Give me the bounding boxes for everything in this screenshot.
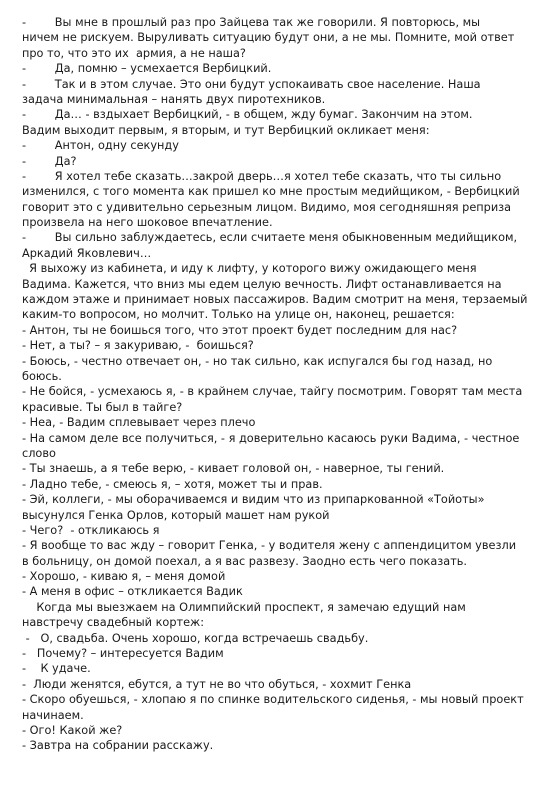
text-line: - Не бойся, - усмехаюсь я, - в крайнем случае, тайгу посмотрим. Говорят там места <box>22 385 523 399</box>
text-line: - На самом деле все получиться, - я доверительно касаюсь руки Вадима, - честное <box>22 431 520 445</box>
text-line: - Вы мне в прошлый раз про Зайцева так же говорили. Я повторюсь, мы <box>22 16 481 29</box>
text-line: Я выхожу из кабинета, и иду к лифту, у которого вижу ожидающего меня <box>22 262 477 276</box>
text-line: - Хорошо, - киваю я, – меня домой <box>22 570 226 584</box>
text-line: - Чего? - откликаюсь я <box>22 523 160 537</box>
text-line: - Да… - вздыхает Вербицкий, - в общем, жду бумаг. Закончим на этом. <box>22 108 473 122</box>
text-line: про то, что это их армия, а не наша? <box>22 46 246 60</box>
text-line: начинаем. <box>22 708 84 722</box>
text-line: Аркадий Яковлевич… <box>22 246 152 260</box>
text-line: - Завтра на собрании расскажу. <box>22 739 214 753</box>
text-line: каждом этаже и принимает новых пассажиров. Вадим смотрит на меня, терзаемый <box>22 293 528 307</box>
text-line: Вадим выходит первым, я вторым, и тут Вербицкий окликает меня: <box>22 123 430 137</box>
text-line: - О, свадьба. Очень хорошо, когда встречаешь свадьбу. <box>22 631 369 645</box>
text-line: - А меня в офис – откликается Вадик <box>22 585 243 599</box>
text-line: - Антон, одну секунду <box>22 139 179 153</box>
text-line: ничем не рискуем. Выруливать ситуацию будут они, а не мы. Помните, мой ответ <box>22 31 515 45</box>
text-line: изменился, с того момента как пришел ко мне простым медийщиком, - Вербицкий <box>22 185 520 199</box>
text-line: - Вы сильно заблуждаетесь, если считаете меня обыкновенным медийщиком, <box>22 231 518 245</box>
text-line: - Эй, коллеги, - мы оборачиваемся и видим что из припаркованной «Тойоты» <box>22 493 485 507</box>
text-line: - Антон, ты не боишься того, что этот проект будет последним для нас? <box>22 323 458 337</box>
text-line: задача минимальная – нанять двух пиротехников. <box>22 92 326 106</box>
text-line: - Нет, а ты? – я закуриваю, - боишься? <box>22 339 254 353</box>
text-line: Когда мы выезжаем на Олимпийский проспект, я замечаю едущий нам <box>22 600 466 614</box>
text-line: каким-то вопросом, но молчит. Только на улице он, наконец, решается: <box>22 308 455 322</box>
text-line: красивые. Ты был в тайге? <box>22 400 183 414</box>
text-line: в больницу, он домой поехал, а я вас развезу. Заодно есть чего показать. <box>22 554 468 568</box>
text-line: - Скоро обуешься, - хлопаю я по спинке водительского сиденья, - мы новый проект <box>22 693 524 707</box>
text-line: - Боюсь, - честно отвечает он, - но так сильно, как испугался бы год назад, но <box>22 354 493 368</box>
text-line: - Я хотел тебе сказать…закрой дверь…я хотел тебе сказать, что ты сильно <box>22 169 502 183</box>
text-line: навстречу свадебный кортеж: <box>22 616 205 630</box>
text-line: - Да, помню – усмехается Вербицкий. <box>22 62 272 76</box>
text-line: - Люди женятся, ебутся, а тут не во что обуться, - хохмит Генка <box>22 677 412 691</box>
document-text <box>22 15 527 754</box>
text-line: высунулся Генка Орлов, который машет нам рукой <box>22 508 330 522</box>
text-line: - Так и в этом случае. Это они будут успокаивать свое население. Наша <box>22 77 481 91</box>
text-line: слово <box>22 446 56 460</box>
text-line: - Ого! Какой же? <box>22 723 123 737</box>
text-line: произвела на него шоковое впечатление. <box>22 216 273 230</box>
text-line: боюсь. <box>22 369 62 383</box>
text-line: - Почему? – интересуется Вадим <box>22 647 224 661</box>
text-line: - Неа, - Вадим сплевывает через плечо <box>22 416 256 430</box>
text-line: - Я вообще то вас жду – говорит Генка, - у водителя жену с аппендицитом увезли <box>22 539 517 553</box>
text-line: - Ты знаешь, а я тебе верю, - кивает головой он, - наверное, ты гений. <box>22 462 445 476</box>
text-line: - Да? <box>22 154 77 168</box>
text-line: Вадима. Кажется, что вниз мы едем целую вечность. Лифт останавливается на <box>22 277 502 291</box>
text-line: - К удаче. <box>22 662 91 676</box>
text-line: - Ладно тебе, - смеюсь я, – хотя, может ты и прав. <box>22 477 323 491</box>
text-line: говорит это с удивительно серьезным лицом. Видимо, моя сегодняшняя реприза <box>22 200 512 214</box>
